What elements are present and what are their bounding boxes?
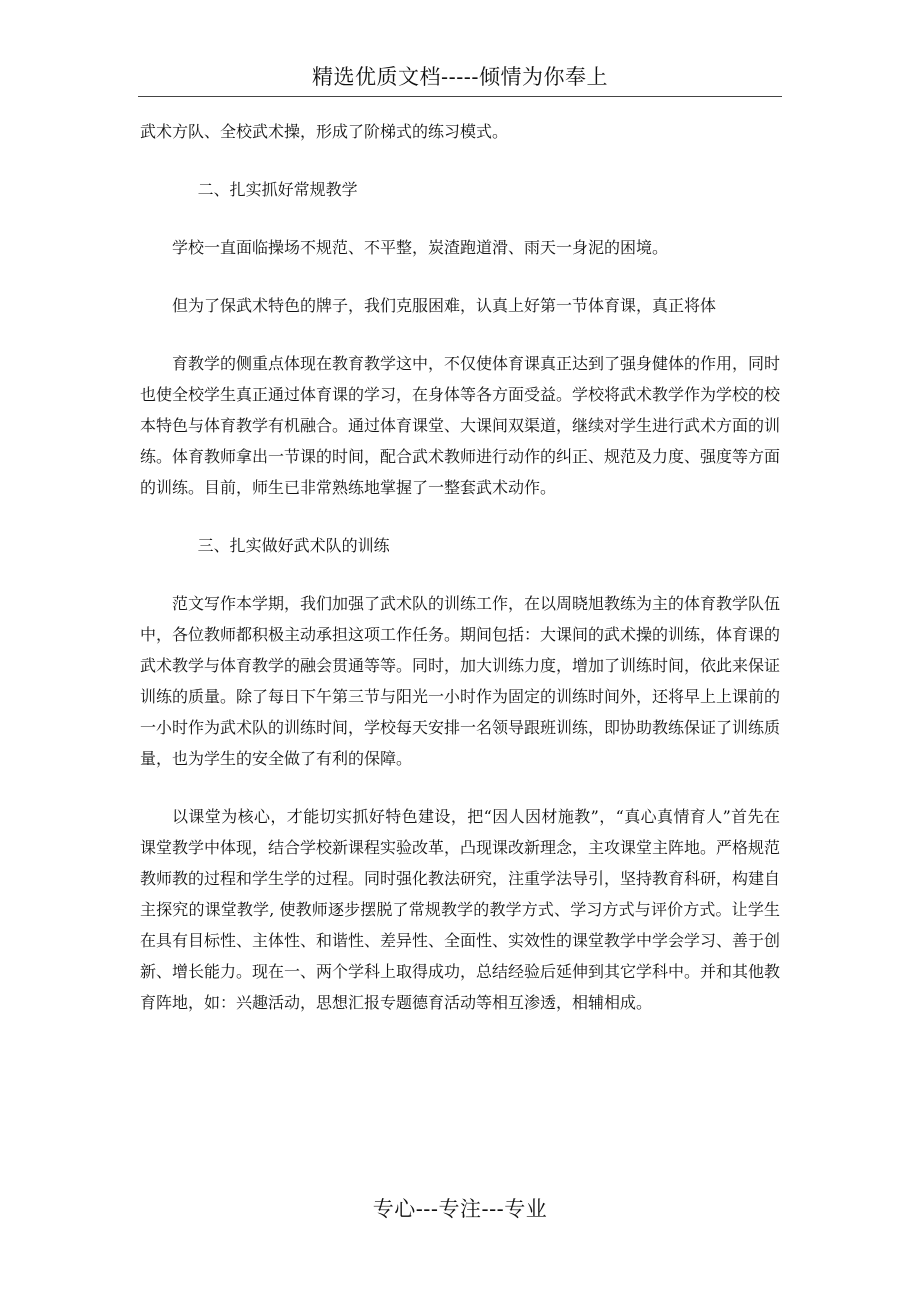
paragraph: 学校一直面临操场不规范、不平整，炭渣跑道滑、雨天一身泥的困境。 (172, 238, 669, 257)
paragraph: 育教学的侧重点体现在教育教学这中，不仅使体育课真正达到了强身健体的作用，同时也使全校学生真正通过体育课的学习，在身体等各方面受益。学校将武术教学作为学校的校本特色与体育教学有机融合。通过体育课堂、大课间双渠道，继续对学生进行武术方面的训练。体育教师拿出一节课的时间，配合武术教师进行动作的纠正、规范及力度、强度等方面的训练。目前，师生已非常熟练地掌握了一整套武术动作。 (140, 354, 781, 497)
document-body (140, 116, 780, 1045)
section-heading-3: 三、扎实做好武术队的训练 (197, 536, 390, 555)
page-header: 精选优质文档-----倾情为你奉上 (312, 65, 608, 89)
paragraph: 范文写作本学期，我们加强了武术队的训练工作，在以周晓旭教练为主的体育教学队伍中，各位教师都积极主动承担这项工作任务。期间包括：大课间的武术操的训练，体育课的武术教学与体育教学的融会贯通等等。同时，加大训练力度，增加了训练时间，依此来保证训练的质量。除了每日下午第三节与阳光一小时作为固定的训练时间外，还将早上上课前的一小时作为武术队的训练时间，学校每天安排一名领导跟班训练，即协助教练保证了训练质量，也为学生的安全做了有利的保障。 (140, 594, 781, 768)
header-divider (138, 96, 782, 97)
section-heading-2: 二、扎实抓好常规教学 (197, 180, 358, 199)
page-footer: 专心---专注---专业 (372, 1197, 548, 1221)
paragraph: 以课堂为核心，才能切实抓好特色建设，把“因人因材施教”，“真心真情育人”首先在课堂教学中体现，结合学校新课程实验改革，凸现课改新理念，主攻课堂主阵地。严格规范教师教的过程和学生学的过程。同时强化教法研究，注重学法导引，坚持教育科研，构建自主探究的课堂教学, 使教师逐步摆脱了常规教学的教学方式、学习方式与评价方式。让学生在具有目标性、主体性、和谐性、差异性、全面性、实效性的课堂教学中学会学习、善于创新、增长能力。现在一、两个学科上取得成功，总结经验后延伸到其它学科中。并和其他教育阵地，如：兴趣活动，思想汇报专题德育活动等相互渗透，相辅相成。 (140, 807, 781, 1012)
paragraph: 但为了保武术特色的牌子，我们克服困难，认真上好第一节体育课，真正将体 (172, 296, 717, 315)
paragraph-continuation: 武术方队、全校武术操，形成了阶梯式的练习模式。 (140, 122, 509, 141)
